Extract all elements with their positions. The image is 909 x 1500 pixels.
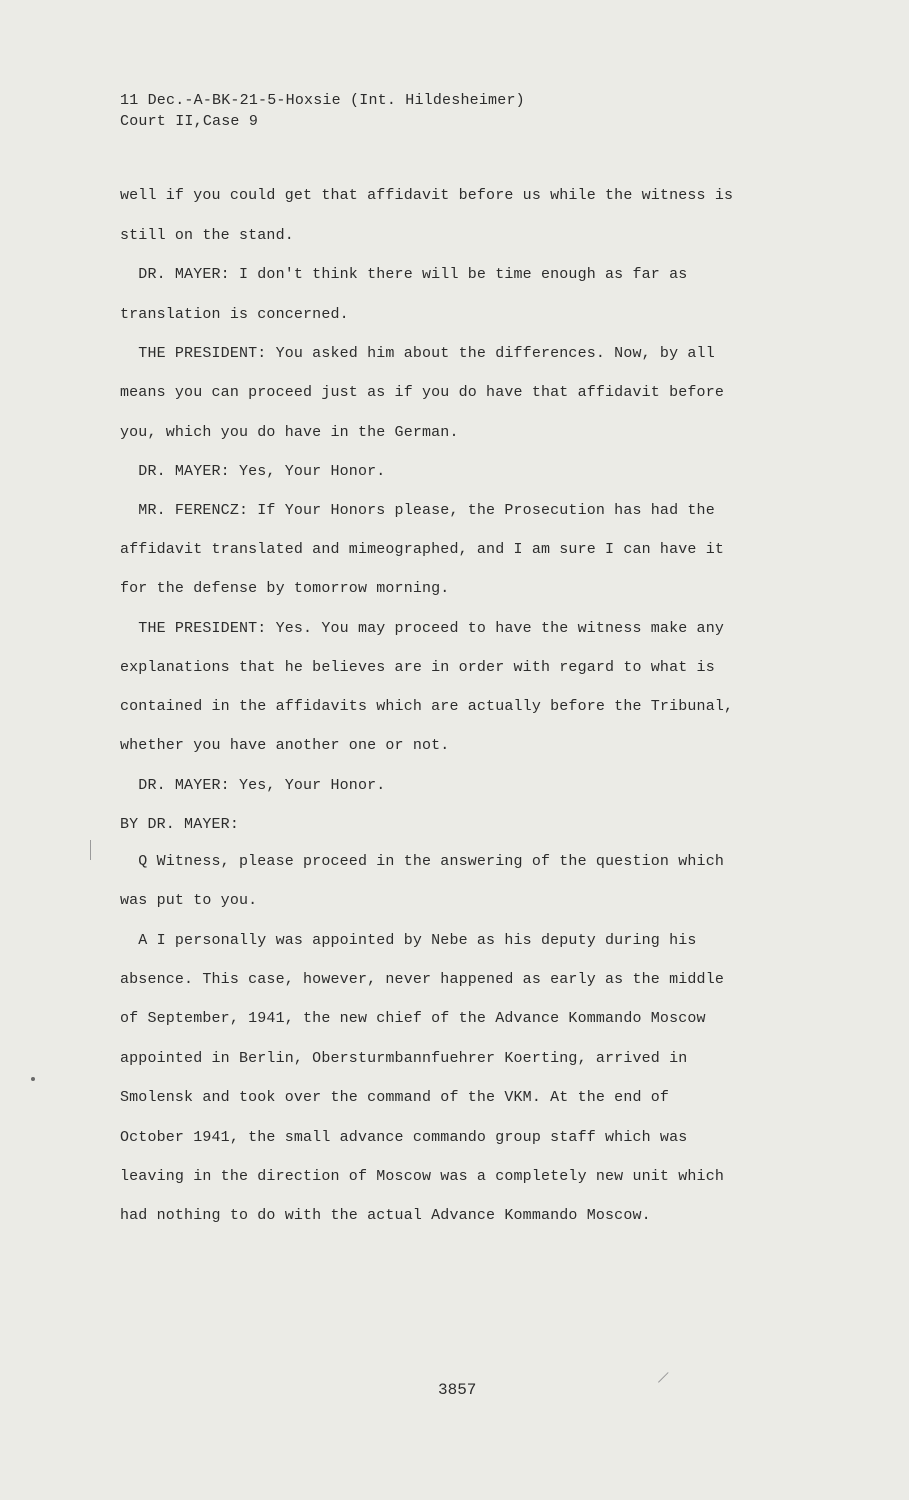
transcript-line: October 1941, the small advance commando group staff which was	[120, 1129, 688, 1146]
transcript-line: well if you could get that affidavit before us while the witness is	[120, 187, 734, 204]
transcript-line: explanations that he believes are in order with regard to what is	[120, 659, 715, 676]
transcript-line: you, which you do have in the German.	[120, 424, 459, 441]
transcript-line: MR. FERENCZ: If Your Honors please, the Prosecution has had the	[120, 502, 715, 519]
transcript-line: DR. MAYER: Yes, Your Honor.	[120, 463, 386, 480]
transcript-line: absence. This case, however, never happened as early as the middle	[120, 971, 724, 988]
transcript-line: BY DR. MAYER:	[120, 816, 239, 833]
paper-speck	[31, 1077, 35, 1081]
transcript-line: Smolensk and took over the command of the VKM. At the end of	[120, 1089, 670, 1106]
transcript-line: means you can proceed just as if you do have that affidavit before	[120, 384, 724, 401]
transcript-line: DR. MAYER: I don't think there will be time enough as far as	[120, 266, 688, 283]
transcript-line: whether you have another one or not.	[120, 737, 450, 754]
transcript-line: Q Witness, please proceed in the answering of the question which	[120, 853, 724, 870]
page-number: 3857	[438, 1381, 477, 1399]
paper-mark	[90, 840, 91, 860]
transcript-line: contained in the affidavits which are actually before the Tribunal,	[120, 698, 734, 715]
paper-mark	[658, 1372, 669, 1383]
transcript-line: still on the stand.	[120, 227, 294, 244]
transcript-line: DR. MAYER: Yes, Your Honor.	[120, 777, 386, 794]
transcript-line: was put to you.	[120, 892, 258, 909]
header-court-line: Court II,Case 9	[120, 113, 259, 130]
transcript-line: affidavit translated and mimeographed, and I am sure I can have it	[120, 541, 724, 558]
transcript-line: A I personally was appointed by Nebe as his deputy during his	[120, 932, 697, 949]
transcript-line: for the defense by tomorrow morning.	[120, 580, 450, 597]
transcript-line: THE PRESIDENT: You asked him about the differences. Now, by all	[120, 345, 715, 362]
transcript-line: translation is concerned.	[120, 306, 349, 323]
transcript-line: leaving in the direction of Moscow was a completely new unit which	[120, 1168, 724, 1185]
header-reference-line: 11 Dec.-A-BK-21-5-Hoxsie (Int. Hildesheimer)	[120, 92, 525, 109]
transcript-line: had nothing to do with the actual Advance Kommando Moscow.	[120, 1207, 651, 1224]
document-header	[120, 90, 525, 132]
transcript-line: of September, 1941, the new chief of the Advance Kommando Moscow	[120, 1010, 706, 1027]
transcript-line: appointed in Berlin, Obersturmbannfuehrer Koerting, arrived in	[120, 1050, 688, 1067]
transcript-line: THE PRESIDENT: Yes. You may proceed to have the witness make any	[120, 620, 724, 637]
